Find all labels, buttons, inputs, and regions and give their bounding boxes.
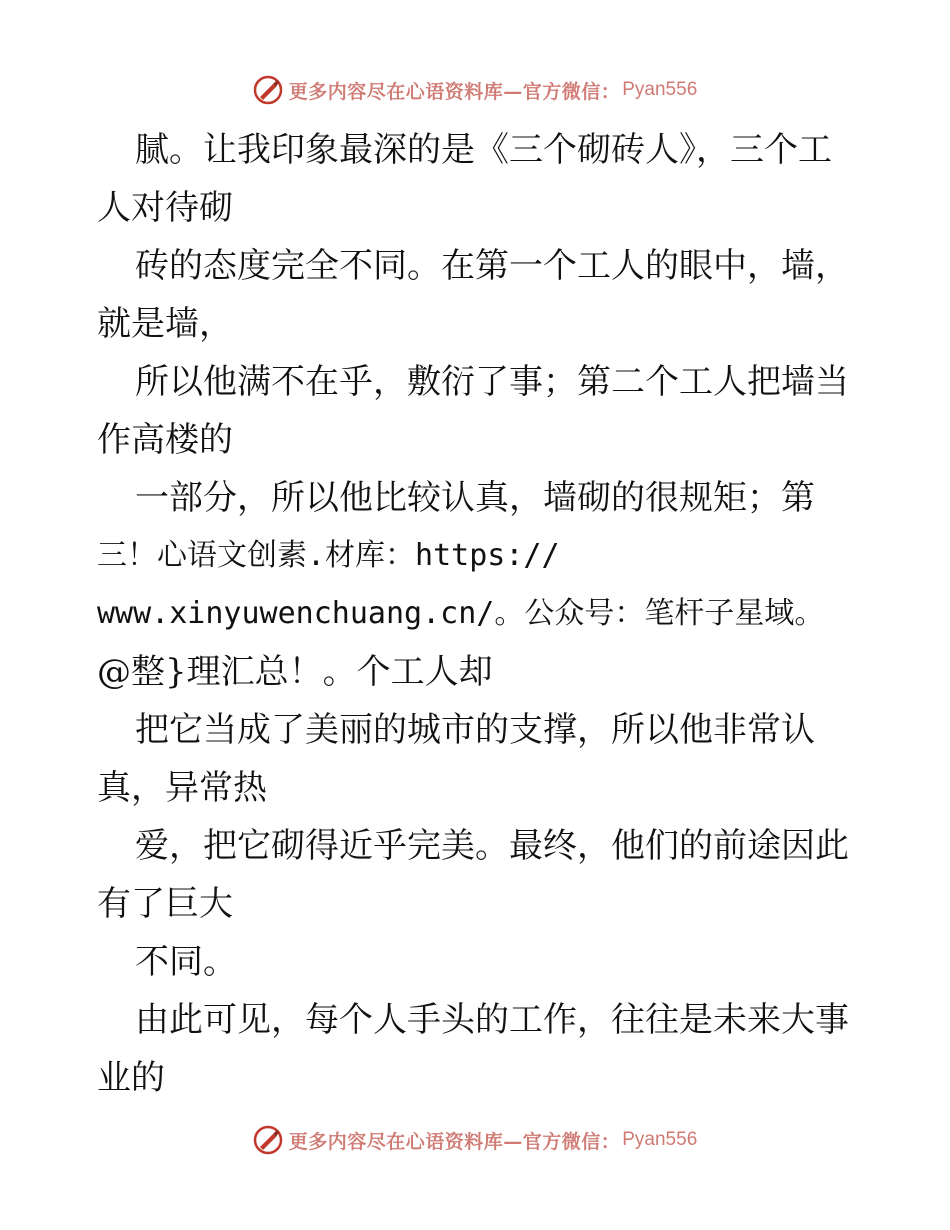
text-line: 作高楼的 <box>97 420 233 460</box>
watermark-text: 更多内容尽在心语资料库—官方微信： <box>288 80 621 103</box>
watermark-text: 更多内容尽在心语资料库—官方微信： <box>288 1130 621 1153</box>
text-line: 有了巨大 <box>97 884 233 924</box>
text-line: 一部分，所以他比较认真，墙砌的很规矩；第 <box>135 478 815 518</box>
text-line: 由此可见，每个人手头的工作，往往是未来大事 <box>135 1000 849 1040</box>
text-line: 真，异常热 <box>97 768 267 808</box>
footer-watermark <box>0 1120 950 1160</box>
text-line: www.xinyuwenchuang.cn/。公众号：笔杆子星域。 <box>97 596 825 631</box>
text-line: 不同。 <box>135 942 237 982</box>
watermark-id: Pyan556 <box>622 79 698 100</box>
text-line: 腻。让我印象最深的是《三个砌砖人》，三个工 <box>135 130 832 170</box>
text-line: 业的 <box>97 1058 165 1098</box>
text-line: 砖的态度完全不同。在第一个工人的眼中，墙， <box>135 246 849 286</box>
text-line: 所以他满不在乎，敷衍了事；第二个工人把墙当 <box>135 362 849 402</box>
pen-logo-icon <box>253 75 283 105</box>
pen-logo-icon <box>253 1125 283 1155</box>
text-line: 人对待砌 <box>97 188 233 228</box>
text-line: 把它当成了美丽的城市的支撑，所以他非常认 <box>135 710 815 750</box>
text-line: 就是墙， <box>97 304 233 344</box>
header-watermark <box>0 70 950 110</box>
text-line: @整}理汇总！。个工人却 <box>97 652 493 692</box>
document-body <box>97 121 867 1107</box>
text-line: 三！心语文创素.材库：https:// <box>97 538 560 573</box>
watermark-id: Pyan556 <box>622 1129 698 1150</box>
text-line: 爱，把它砌得近乎完美。最终，他们的前途因此 <box>135 826 849 866</box>
